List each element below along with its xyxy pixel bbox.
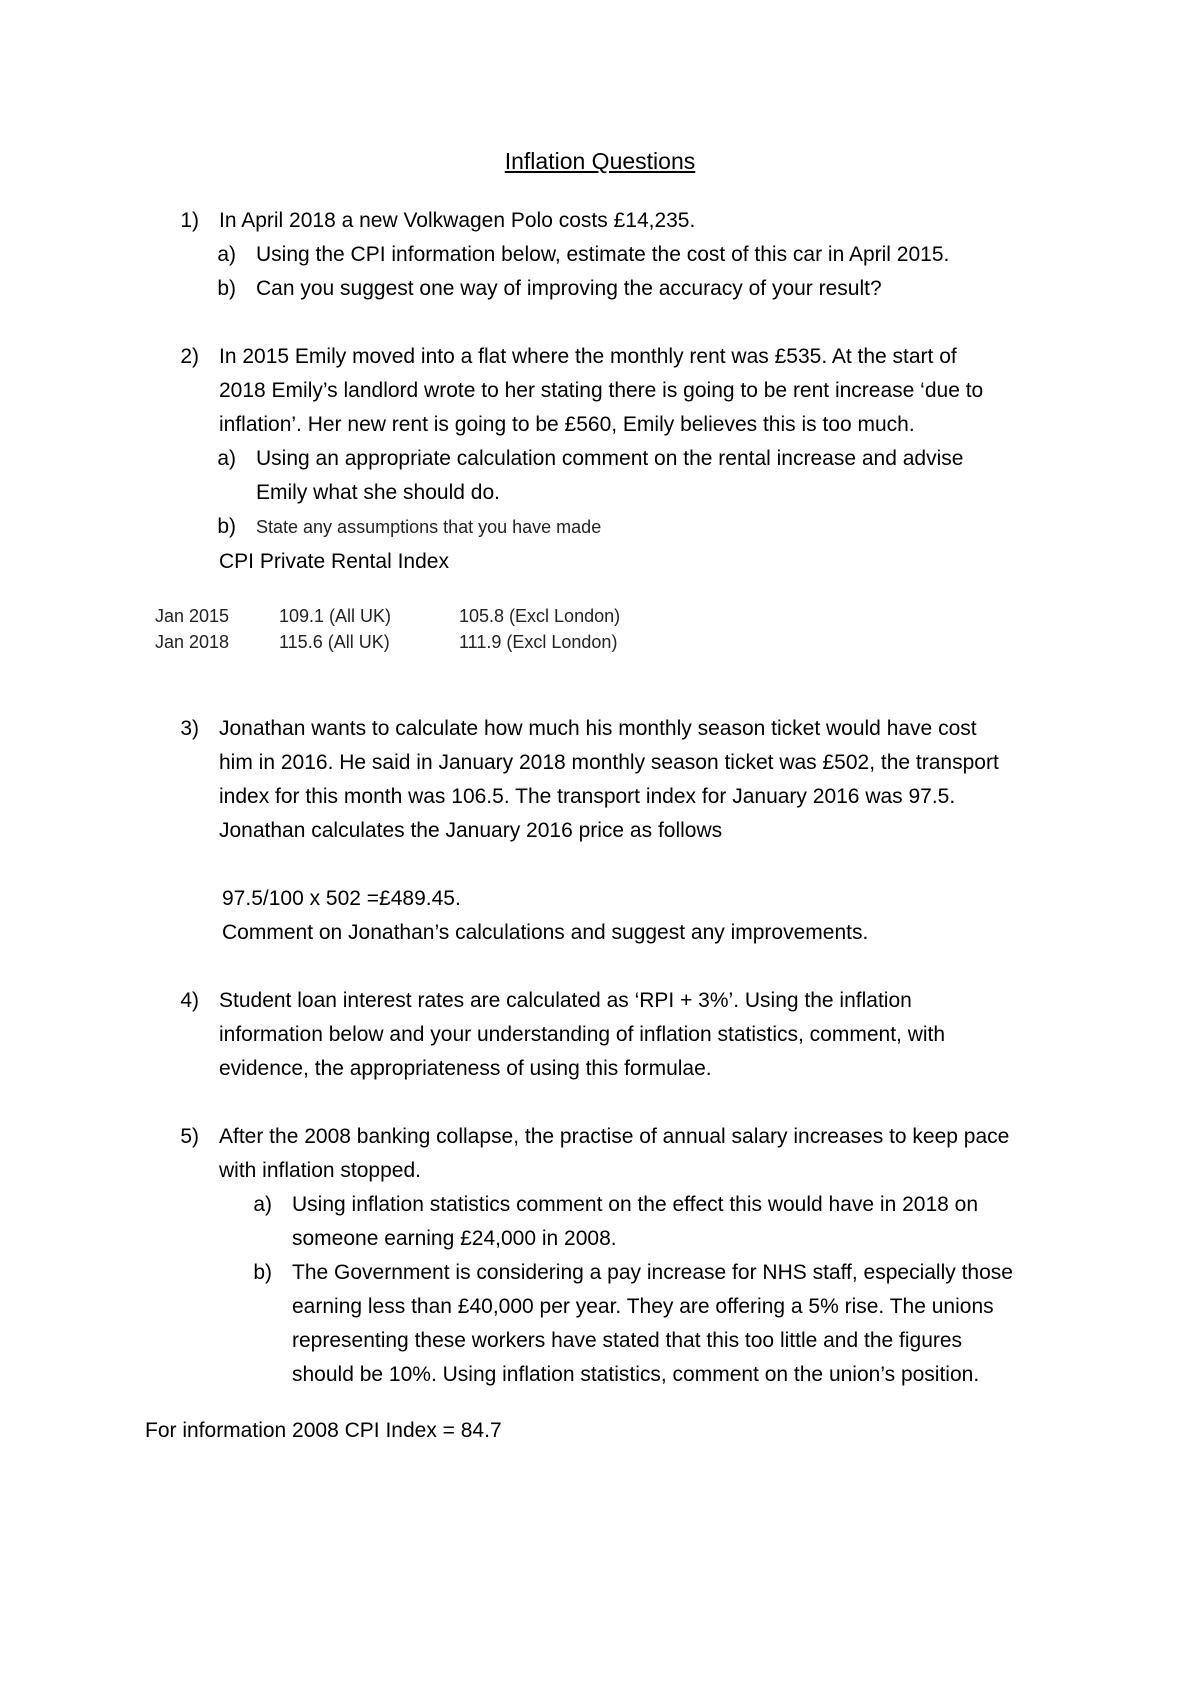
subquestion-text: should be 10%. Using inflation statistics, comment on the union’s position.	[292, 1363, 980, 1386]
question-text-line: Jonathan calculates the January 2016 price as follows	[219, 819, 723, 842]
calculation: 97.5/100 x 502 =£489.45.	[222, 887, 461, 910]
question-text: In April 2018 a new Volkwagen Polo costs £14,235.	[219, 209, 696, 232]
subquestion-text: Using an appropriate calculation comment on the rental increase and advise	[256, 447, 964, 470]
subquestion-text: The Government is considering a pay increase for NHS staff, especially those	[292, 1261, 1013, 1284]
subquestion-text: representing these workers have stated that this too little and the figures	[292, 1329, 963, 1352]
question-text-line: index for this month was 106.5. The transport index for January 2016 was 97.5.	[219, 785, 956, 808]
question-number: 5)	[180, 1125, 199, 1148]
subquestion-label: a)	[217, 447, 236, 470]
question-text-line: After the 2008 banking collapse, the practise of annual salary increases to keep pace	[219, 1125, 1010, 1148]
question-number: 2)	[180, 345, 199, 368]
question-text-line: Jonathan wants to calculate how much his monthly season ticket would have cost	[219, 717, 977, 740]
subquestion-label: b)	[217, 515, 236, 538]
cpi-footer-note: For information 2008 CPI Index = 84.7	[145, 1419, 502, 1442]
question-text-line: inflation’. Her new rent is going to be £560, Emily believes this is too much.	[219, 413, 915, 436]
subquestion-text: State any assumptions that you have made	[256, 517, 602, 537]
subquestion-text: Can you suggest one way of improving the accuracy of your result?	[256, 277, 882, 300]
table-all-uk: 115.6 (All UK)	[279, 632, 390, 652]
question-text-line: information below and your understanding of inflation statistics, comment, with	[219, 1023, 946, 1046]
subquestion-text: earning less than £40,000 per year. They are offering a 5% rise. The unions	[292, 1295, 994, 1318]
question-text-line: him in 2016. He said in January 2018 monthly season ticket was £502, the transport	[219, 751, 999, 774]
question-text-line: In 2015 Emily moved into a flat where the monthly rent was £535. At the start of	[219, 345, 957, 368]
subquestion-text: Using inflation statistics comment on the effect this would have in 2018 on	[292, 1193, 978, 1216]
subquestion-text: someone earning £24,000 in 2008.	[292, 1227, 617, 1250]
table-date: Jan 2015	[155, 606, 230, 626]
calculation-comment: Comment on Jonathan’s calculations and suggest any improvements.	[222, 921, 869, 944]
subquestion-text: Emily what she should do.	[256, 481, 500, 504]
question-text-line: Student loan interest rates are calculated as ‘RPI + 3%’. Using the inflation	[219, 989, 912, 1012]
question-text-line: evidence, the appropriateness of using this formulae.	[219, 1057, 712, 1080]
page-title: Inflation Questions	[504, 148, 696, 174]
subquestion-label: a)	[253, 1193, 272, 1216]
table-excl-london: 111.9 (Excl London)	[459, 632, 618, 652]
question-number: 1)	[180, 209, 199, 232]
table-date: Jan 2018	[155, 632, 230, 652]
index-heading: CPI Private Rental Index	[219, 550, 449, 573]
subquestion-text: Using the CPI information below, estimate the cost of this car in April 2015.	[256, 243, 950, 266]
question-text-line: 2018 Emily’s landlord wrote to her stating there is going to be rent increase ‘due to	[219, 379, 984, 402]
question-number: 3)	[180, 717, 199, 740]
subquestion-label: a)	[217, 243, 236, 266]
subquestion-label: b)	[217, 277, 236, 300]
table-excl-london: 105.8 (Excl London)	[459, 606, 621, 626]
question-text-line: with inflation stopped.	[219, 1159, 421, 1182]
table-all-uk: 109.1 (All UK)	[279, 606, 392, 626]
subquestion-label: b)	[253, 1261, 272, 1284]
question-number: 4)	[180, 989, 199, 1012]
